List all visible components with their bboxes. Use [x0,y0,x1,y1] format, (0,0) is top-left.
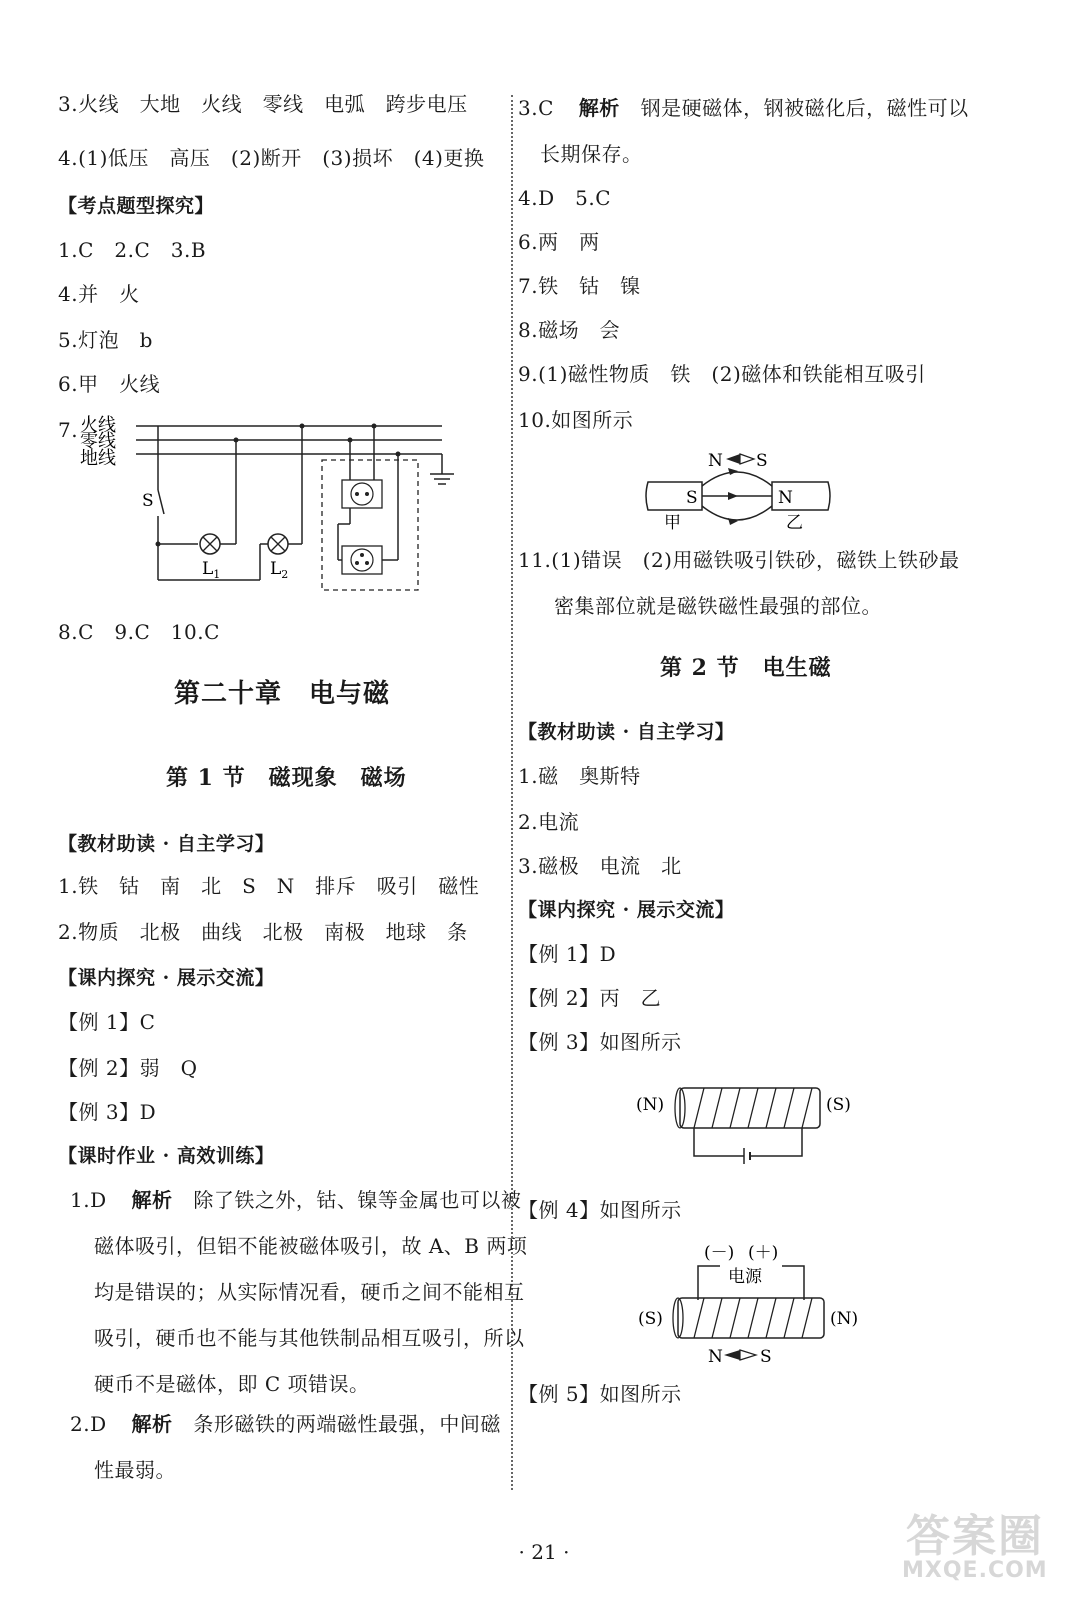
answer-line: 密集部位就是磁铁磁性最强的部位。 [554,594,882,618]
field-line-bottom [702,506,772,520]
example-answer: 【例 2】丙 乙 [518,986,662,1010]
neutral-wire-label: 零线 [80,431,116,452]
example-answer: 【例 5】如图所示 [518,1382,682,1406]
solenoid-diagram-ex4 [636,1238,868,1368]
section-heading: 【课时作业 · 高效训练】 [58,1145,275,1167]
section-heading: 【课内探究 · 展示交流】 [58,967,275,989]
compass-needle-light [740,1350,756,1360]
right-pole-label: N [778,488,793,508]
section-title: 第 2 节 电生磁 [660,655,832,681]
answer-line: 1.铁 钴 南 北 S N 排斥 吸引 磁性 [58,874,480,898]
example-answer: 【例 1】D [518,942,617,966]
analysis-text: 吸引，硬币也不能与其他铁制品相互吸引，所以 [94,1326,525,1350]
answer-line: 10.如图所示 [518,408,634,432]
answer-line: 2.物质 北极 曲线 北极 南极 地球 条 [58,920,468,944]
lamp-l1-label: $L_1$ [202,559,221,581]
answer-line: 6.甲 火线 [58,372,161,396]
example-answer: 【例 4】如图所示 [518,1198,682,1222]
answer-line: 1.磁 奥斯特 [518,764,641,788]
analysis-keyword: 解析 [131,1412,173,1436]
chapter-title: 第二十章 电与磁 [174,679,391,709]
answer-line: 4.并 火 [58,282,140,306]
watermark-text: 答案圈 [906,1511,1044,1562]
field-line-top [702,472,772,486]
solenoid-core [678,1298,824,1338]
section-title: 第 1 节 磁现象 磁场 [166,765,407,791]
analysis-text: 除了铁之外，钴、镍等金属也可以被 [193,1188,522,1212]
example-answer: 【例 3】D [58,1100,157,1124]
answer-line: 4.D 5.C [518,186,612,210]
answer-line: 8.C 9.C 10.C [58,620,220,644]
ground-wire-label: 地线 [80,448,116,469]
answer-line: 11.(1)错误 (2)用磁铁吸引铁砂，磁铁上铁砂最 [518,548,960,572]
left-pole-label: (S) [638,1309,663,1329]
analysis-text: 硬币不是磁体，即 C 项错误。 [94,1372,370,1396]
watermark-url: MXQE.COM [902,1558,1048,1583]
left-magnet-name: 甲 [664,513,681,533]
example-answer: 【例 1】C [58,1010,156,1034]
answer-line: 1.C 2.C 3.B [58,238,207,262]
analysis-text: 均是错误的；从实际情况看，硬币之间不能相互 [94,1280,525,1304]
answer-line: 4.(1)低压 高压 (2)断开 (3)损坏 (4)更换 [58,146,485,170]
compass-needle-dark [726,454,740,464]
analysis-text: 性最弱。 [94,1458,176,1482]
analysis-text: 条形磁铁的两端磁性最强，中间磁 [193,1412,501,1436]
answer-head: 2.D [70,1412,107,1436]
example-answer: 【例 3】如图所示 [518,1030,682,1054]
power-source-label: 电源 [728,1267,762,1287]
left-pole-label: (N) [636,1095,665,1115]
magnet-field-diagram [644,446,858,534]
answer-line: 3.磁极 电流 北 [518,854,682,878]
section-heading: 【考点题型探究】 [58,195,215,217]
plus-label: (＋) [748,1243,779,1263]
answer-head: 1.D [70,1188,107,1212]
section-heading: 【教材助读 · 自主学习】 [58,833,275,855]
analysis-text: 钢是硬磁体，钢被磁化后，磁性可以 [640,96,969,120]
answer-line [70,1412,501,1436]
answer-line: 8.磁场 会 [518,318,621,342]
needle-n-label: N [708,1347,723,1367]
analysis-text: 磁体吸引，但铝不能被磁体吸引，故 A、B 两项 [94,1234,528,1258]
lamp-l2-label: $L_2$ [270,559,289,581]
answer-line: 3.火线 大地 火线 零线 电弧 跨步电压 [58,92,468,116]
compass-needle-dark [724,1350,740,1360]
analysis-keyword: 解析 [578,96,620,120]
switch-label: S [142,491,154,511]
section-heading: 【课内探究 · 展示交流】 [518,899,735,921]
answer-line: 6.两 两 [518,230,600,254]
answer-line: 7.铁 钴 镍 [518,274,641,298]
coil-windings [694,1298,812,1338]
live-wire-label: 火线 [80,415,116,436]
example-answer: 【例 2】弱 Q [58,1056,198,1080]
needle-n-label: N [708,451,723,471]
question-number: 7. [58,418,79,442]
answer-line: 2.电流 [518,810,580,834]
minus-label: (－) [704,1243,735,1263]
needle-s-label: S [760,1347,772,1367]
analysis-keyword: 解析 [131,1188,173,1212]
switch-s [158,490,164,514]
answer-line [518,96,969,120]
solenoid-diagram-ex3 [634,1076,866,1168]
answer-line: 9.(1)磁性物质 铁 (2)磁体和铁能相互吸引 [518,362,926,386]
two-pin-socket [342,480,382,508]
watermark-logo [900,1500,1080,1596]
right-pole-label: (S) [826,1095,851,1115]
compass-needle-light [740,454,754,464]
answer-line [70,1188,521,1212]
page-number: · 21 · [518,1540,570,1564]
section-heading: 【教材助读 · 自主学习】 [518,721,735,743]
right-magnet-name: 乙 [786,513,803,533]
household-circuit-diagram [80,414,480,600]
analysis-text: 长期保存。 [540,142,643,166]
three-pin-socket [342,546,382,574]
coil-windings [694,1088,812,1128]
answer-head: 3.C [518,96,554,120]
needle-s-label: S [756,451,768,471]
right-pole-label: (N) [830,1309,859,1329]
left-pole-label: S [686,488,698,508]
answer-line: 5.灯泡 b [58,328,153,352]
